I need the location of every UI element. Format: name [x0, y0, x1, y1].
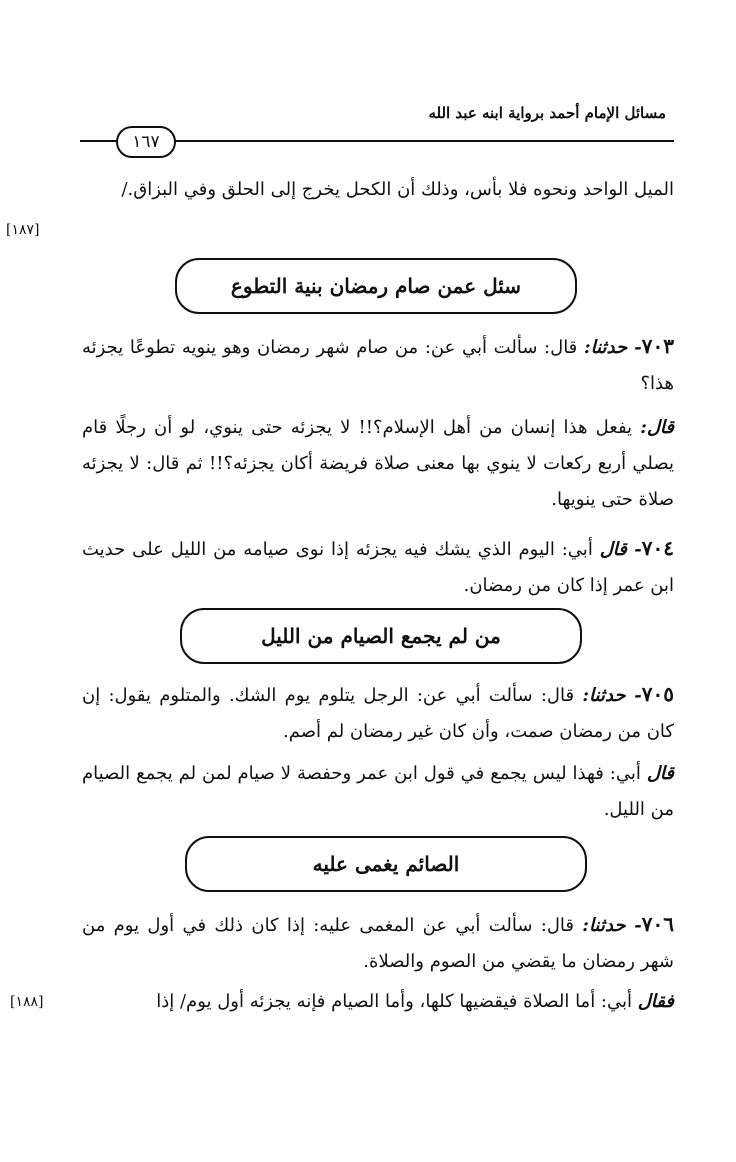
- paragraph-text: قال: سألت أبي عن: الرجل يتلوم يوم الشك. والمتلوم يقول: إن كان من رمضان صمت، وأن كان غير رمضان لم أصم.: [82, 685, 674, 742]
- section-heading-intention-at-night: من لم يجمع الصيام من الليل: [180, 608, 582, 664]
- running-header-title: مسائل الإمام أحمد برواية ابنه عبد الله: [428, 104, 666, 122]
- paragraph-text: أبي: أما الصلاة فيقضيها كلها، وأما الصيام فإنه يجزئه أول يوم/ إذا: [156, 991, 638, 1012]
- item-label: - حدثنا:: [583, 337, 642, 358]
- paragraph-text: أبي: فهذا ليس يجمع في قول ابن عمر وحفصة لا صيام لمن لم يجمع الصيام من الليل.: [82, 763, 674, 820]
- paragraph-text: قال: سألت أبي عن: من صام شهر رمضان وهو ينويه تطوعًا يجزئه هذا؟: [82, 337, 674, 394]
- item-label: - قال: [599, 539, 642, 560]
- paragraph-continuation: [82, 172, 674, 208]
- section-heading-voluntary-fast: سئل عمن صام رمضان بنية التطوع: [175, 258, 577, 314]
- page-number: ١٦٧: [116, 126, 176, 158]
- paragraph-705: [82, 676, 674, 750]
- paragraph-answer-703: [82, 410, 674, 518]
- paragraph-703: [82, 328, 674, 402]
- margin-note-188: [١٨٨]: [10, 994, 44, 1010]
- item-number: ٧٠٣: [641, 334, 674, 358]
- item-label: قال: [646, 763, 674, 784]
- paragraph-text: يفعل هذا إنسان من أهل الإسلام؟!! لا يجزئه حتى ينوي، لو أن رجلًا قام يصلي أربع ركعات لا ينوي بها معنى صلاة فريضة أكان يجزئه؟!! ثم قال: لا يجزئه صلاة حتى ينويها.: [82, 417, 674, 510]
- paragraph-answer-705: [82, 756, 674, 828]
- item-label: قال:: [640, 417, 674, 438]
- paragraph-text: أبي: اليوم الذي يشك فيه يجزئه إذا نوى صيامه من الليل على حديث ابن عمر إذا كان من رمضان.: [82, 539, 674, 596]
- item-label: فقال: [637, 991, 674, 1012]
- margin-note-187: [١٨٧]: [6, 222, 40, 238]
- section-heading-fainting-faster: الصائم يغمى عليه: [185, 836, 587, 892]
- item-number: ٧٠٤: [641, 536, 674, 560]
- paragraph-706: [82, 906, 674, 980]
- item-number: ٧٠٦: [641, 912, 674, 936]
- paragraph-text: قال: سألت أبي عن المغمى عليه: إذا كان ذلك في أول يوم من شهر رمضان ما يقضي من الصوم والصلاة.: [82, 915, 674, 972]
- item-number: ٧٠٥: [641, 682, 674, 706]
- paragraph-text: الميل الواحد ونحوه فلا بأس، وذلك أن الكحل يخرج إلى الحلق وفي البزاق./: [121, 179, 674, 200]
- item-label: - حدثنا:: [582, 685, 642, 706]
- paragraph-answer-706: [90, 984, 674, 1020]
- paragraph-704: [82, 530, 674, 604]
- item-label: - حدثنا:: [582, 915, 642, 936]
